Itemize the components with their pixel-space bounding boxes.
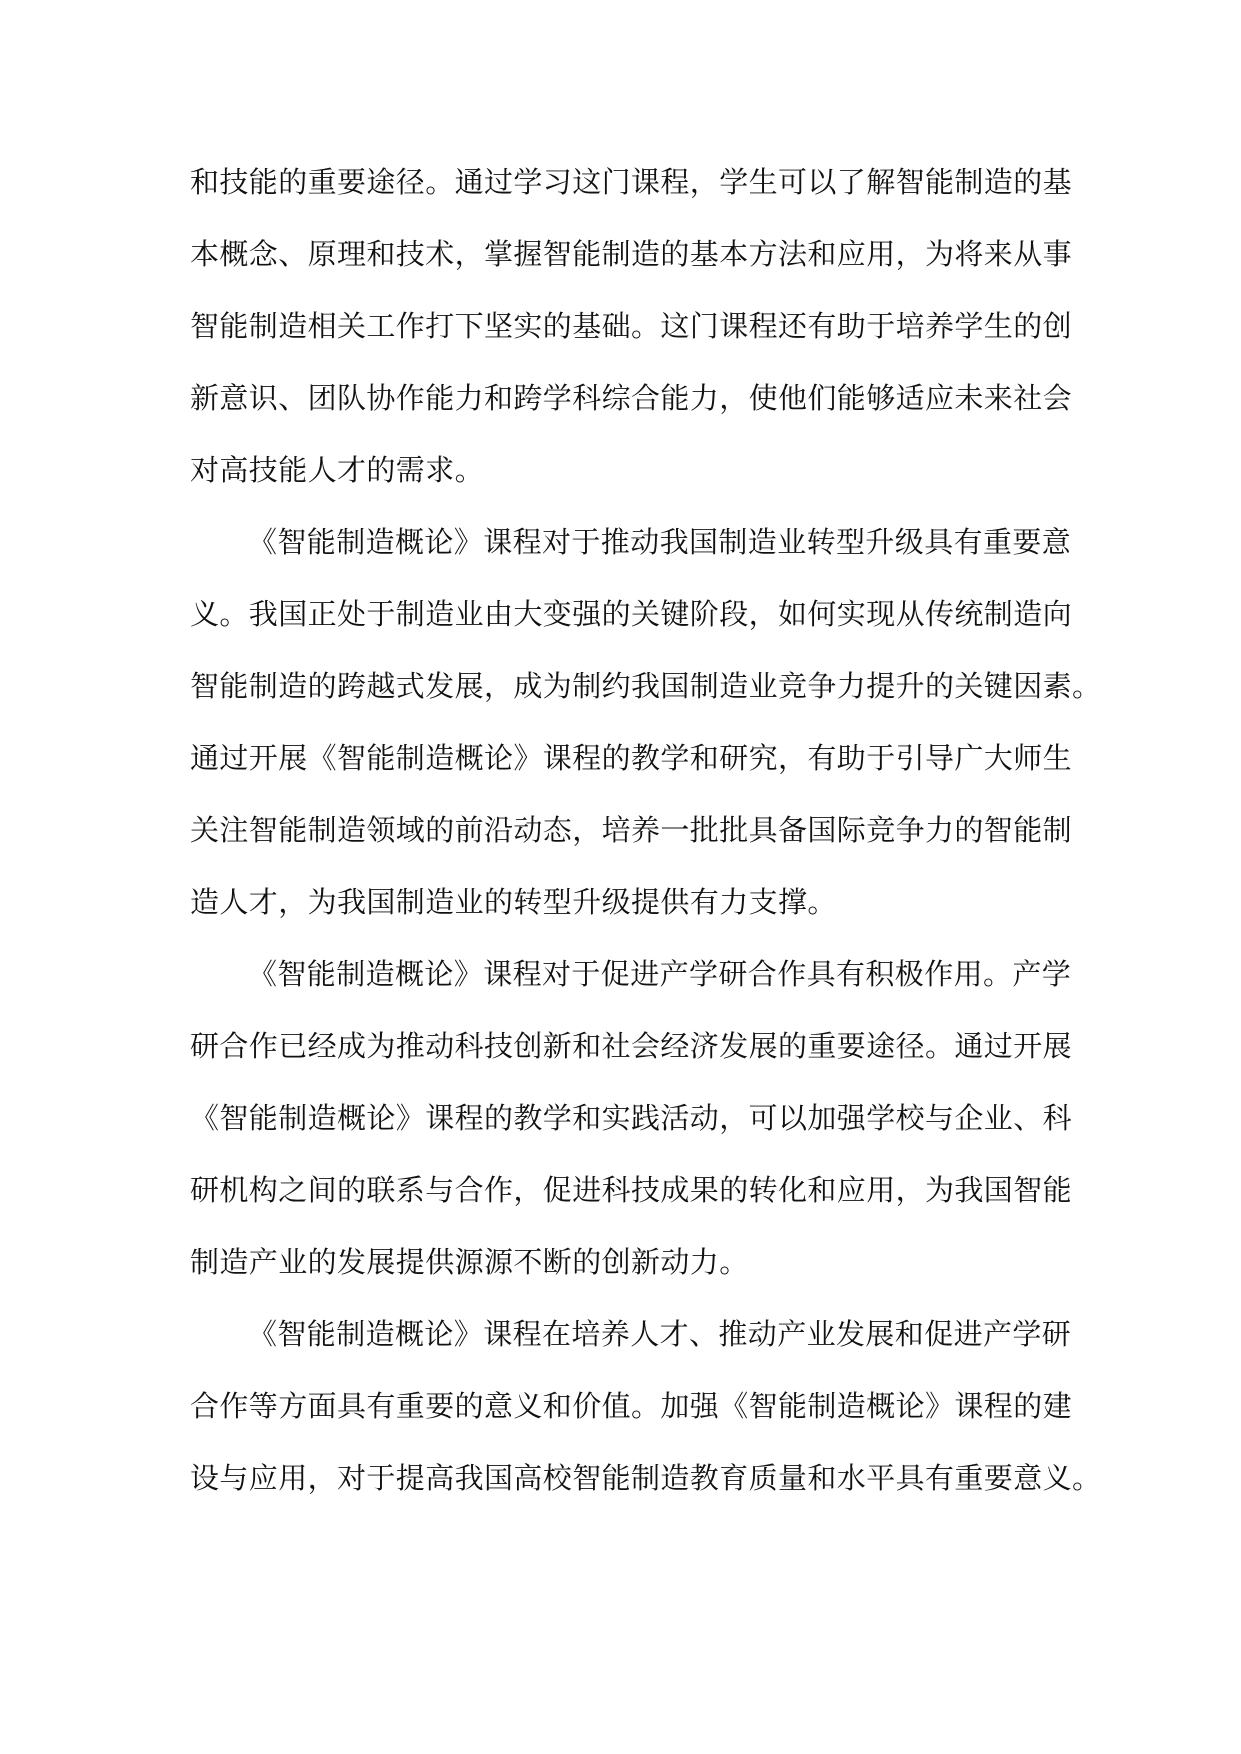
text-line: 义。我国正处于制造业由大变强的关键阶段，如何实现从传统制造向 — [190, 597, 1073, 631]
text-line: 研合作已经成为推动科技创新和社会经济发展的重要途径。通过开展 — [190, 1029, 1073, 1063]
text-line: 对高技能人才的需求。 — [190, 453, 485, 487]
text-line: 本概念、原理和技术，掌握智能制造的基本方法和应用，为将来从事 — [190, 237, 1073, 271]
text-line: 和技能的重要途径。通过学习这门课程，学生可以了解智能制造的基 — [190, 165, 1073, 199]
text-line: 研机构之间的联系与合作，促进科技成果的转化和应用，为我国智能 — [190, 1173, 1073, 1207]
text-line: 新意识、团队协作能力和跨学科综合能力，使他们能够适应未来社会 — [190, 381, 1073, 415]
text-line: 《智能制造概论》课程在培养人才、推动产业发展和促进产学研 — [248, 1317, 1072, 1351]
text-line: 《智能制造概论》课程对于推动我国制造业转型升级具有重要意 — [248, 525, 1072, 559]
text-line: 智能制造相关工作打下坚实的基础。这门课程还有助于培养学生的创 — [190, 309, 1073, 343]
body-text — [190, 146, 1102, 1514]
text-line: 合作等方面具有重要的意义和价值。加强《智能制造概论》课程的建 — [190, 1389, 1073, 1423]
text-line: 《智能制造概论》课程对于促进产学研合作具有积极作用。产学 — [248, 957, 1072, 991]
text-line: 关注智能制造领域的前沿动态，培养一批批具备国际竞争力的智能制 — [190, 813, 1073, 847]
text-line: 设与应用，对于提高我国高校智能制造教育质量和水平具有重要意义。 — [190, 1461, 1102, 1495]
text-line: 造人才，为我国制造业的转型升级提供有力支撑。 — [190, 885, 837, 919]
text-line: 智能制造的跨越式发展，成为制约我国制造业竞争力提升的关键因素。 — [190, 669, 1102, 703]
text-line: 制造产业的发展提供源源不断的创新动力。 — [190, 1245, 749, 1279]
text-line: 通过开展《智能制造概论》课程的教学和研究，有助于引导广大师生 — [190, 741, 1073, 775]
text-line: 《智能制造概论》课程的教学和实践活动，可以加强学校与企业、科 — [190, 1101, 1073, 1135]
